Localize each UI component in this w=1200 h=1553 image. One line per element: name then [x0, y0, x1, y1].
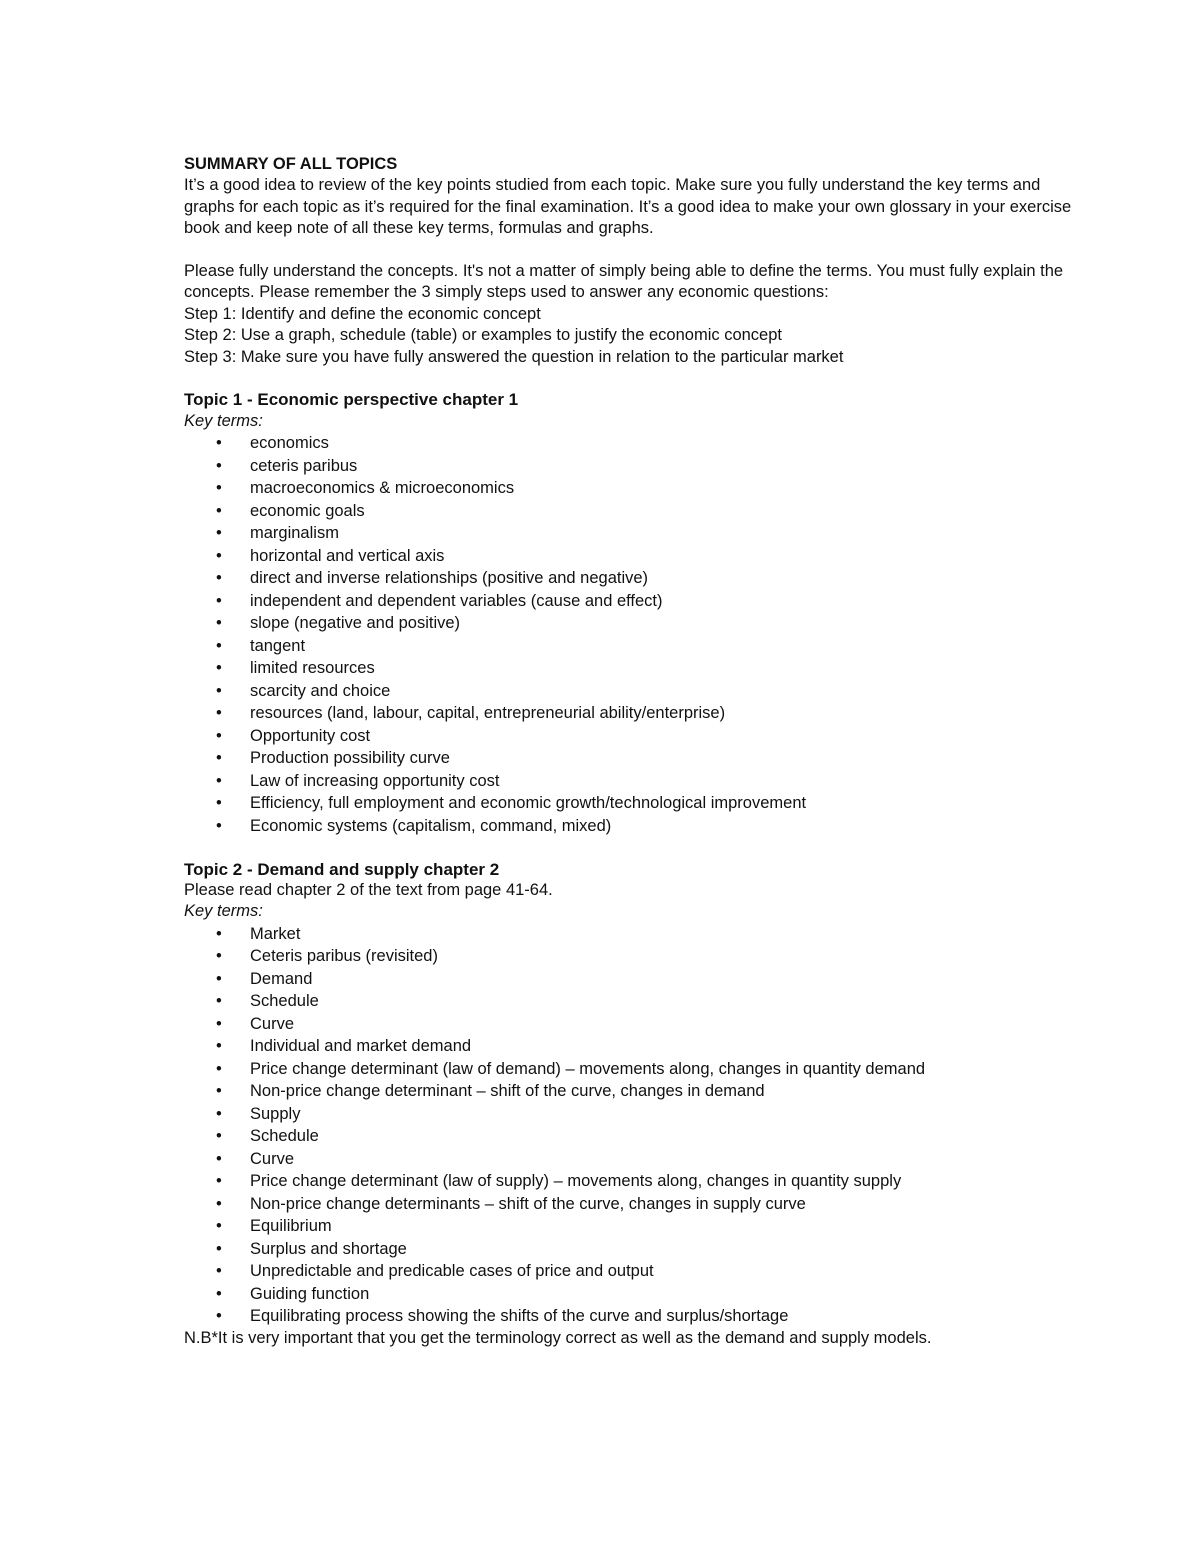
key-term-label: scarcity and choice [250, 681, 391, 700]
key-term-label: ceteris paribus [250, 456, 358, 475]
key-term-label: Market [250, 924, 301, 943]
key-term-item [184, 1058, 1084, 1081]
key-term-label: resources (land, labour, capital, entrepreneurial ability/enterprise) [250, 704, 726, 723]
key-term-item [184, 1193, 1084, 1216]
key-term-item [184, 590, 1084, 613]
topic-2-heading: Topic 2 - Demand and supply chapter 2 [184, 859, 500, 879]
key-term-label: tangent [250, 636, 306, 655]
key-term-item [184, 477, 1084, 500]
key-term-item [184, 770, 1084, 793]
key-term-label: Law of increasing opportunity cost [250, 771, 500, 790]
key-term-label: Equilibrium [250, 1217, 332, 1236]
key-term-label: macroeconomics & microeconomics [250, 479, 515, 498]
key-term-item [184, 923, 1084, 946]
bullet-icon: • [216, 1037, 222, 1056]
bullet-icon: • [216, 1217, 222, 1236]
bullet-icon: • [216, 1172, 222, 1191]
key-term-label: Efficiency, full employment and economic growth/technological improvement [250, 794, 807, 813]
bullet-icon: • [216, 1059, 222, 1078]
key-term-label: Price change determinant (law of supply) – movements along, changes in quantity supply [250, 1172, 902, 1191]
bullet-icon: • [216, 947, 222, 966]
key-term-label: Surplus and shortage [250, 1239, 407, 1258]
topic-1-key-terms-list [184, 432, 1084, 837]
key-term-item [184, 1283, 1084, 1306]
key-term-label: Schedule [250, 1127, 319, 1146]
concepts-paragraph: Please fully understand the concepts. It's not a matter of simply being able to define the terms. You must fully explain the concepts. Please remember the 3 simply steps used to answer any economic questions: [184, 262, 1064, 302]
bullet-icon: • [216, 992, 222, 1011]
bullet-icon: • [216, 591, 222, 610]
bullet-icon: • [216, 1082, 222, 1101]
document-page [184, 154, 1084, 1349]
key-term-label: Non-price change determinants – shift of the curve, changes in supply curve [250, 1194, 806, 1213]
key-term-item [184, 1148, 1084, 1171]
key-term-item [184, 612, 1084, 635]
bullet-icon: • [216, 479, 222, 498]
bullet-icon: • [216, 726, 222, 745]
bullet-icon: • [216, 816, 222, 835]
key-term-label: Curve [250, 1149, 295, 1168]
bullet-icon: • [216, 771, 222, 790]
key-term-item [184, 1125, 1084, 1148]
bullet-icon: • [216, 614, 222, 633]
key-term-item [184, 945, 1084, 968]
key-term-label: independent and dependent variables (cause and effect) [250, 591, 663, 610]
key-term-label: horizontal and vertical axis [250, 546, 445, 565]
intro-paragraph: It’s a good idea to review of the key points studied from each topic. Make sure you fully understand the key terms and graphs for each topic as it’s required for the final examination. It’s a good idea to make your own glossary in your exercise book and keep note of all these key terms, formulas and graphs. [184, 176, 1072, 238]
bullet-icon: • [216, 456, 222, 475]
key-term-label: economics [250, 434, 329, 453]
key-term-label: Schedule [250, 992, 319, 1011]
key-term-item [184, 1170, 1084, 1193]
key-term-label: Demand [250, 969, 313, 988]
key-term-item [184, 815, 1084, 838]
topic-2-reading: Please read chapter 2 of the text from page 41-64. [184, 881, 553, 900]
key-term-label: marginalism [250, 524, 339, 543]
key-term-label: Production possibility curve [250, 749, 450, 768]
key-term-item [184, 990, 1084, 1013]
key-term-label: Opportunity cost [250, 726, 371, 745]
topic-1-key-terms-label: Key terms: [184, 411, 263, 430]
key-term-item [184, 1013, 1084, 1036]
bullet-icon: • [216, 1127, 222, 1146]
bullet-icon: • [216, 501, 222, 520]
key-term-label: Price change determinant (law of demand) – movements along, changes in quantity demand [250, 1059, 926, 1078]
key-term-item [184, 657, 1084, 680]
key-term-label: Guiding function [250, 1284, 370, 1303]
bullet-icon: • [216, 434, 222, 453]
bullet-icon: • [216, 569, 222, 588]
key-term-item [184, 1238, 1084, 1261]
bullet-icon: • [216, 636, 222, 655]
bullet-icon: • [216, 1149, 222, 1168]
bullet-icon: • [216, 1284, 222, 1303]
key-term-item [184, 1305, 1084, 1328]
key-term-item [184, 1260, 1084, 1283]
bullet-icon: • [216, 1104, 222, 1123]
key-term-item [184, 1035, 1084, 1058]
key-term-label: slope (negative and positive) [250, 614, 461, 633]
key-term-item [184, 702, 1084, 725]
bullet-icon: • [216, 681, 222, 700]
key-term-item [184, 725, 1084, 748]
key-term-item [184, 1080, 1084, 1103]
bullet-icon: • [216, 794, 222, 813]
key-term-item [184, 1103, 1084, 1126]
bullet-icon: • [216, 524, 222, 543]
key-term-label: Supply [250, 1104, 301, 1123]
key-term-label: economic goals [250, 501, 365, 520]
key-term-label: direct and inverse relationships (positive and negative) [250, 569, 649, 588]
key-term-item [184, 455, 1084, 478]
key-term-label: Equilibrating process showing the shifts of the curve and surplus/shortage [250, 1307, 789, 1326]
key-term-label: Curve [250, 1014, 295, 1033]
bullet-icon: • [216, 969, 222, 988]
bullet-icon: • [216, 1239, 222, 1258]
bullet-icon: • [216, 924, 222, 943]
bullet-icon: • [216, 749, 222, 768]
step-3: Step 3: Make sure you have fully answered the question in relation to the particular market [184, 347, 844, 366]
bullet-icon: • [216, 1307, 222, 1326]
key-term-label: Individual and market demand [250, 1037, 472, 1056]
key-term-label: Economic systems (capitalism, command, mixed) [250, 816, 612, 835]
bullet-icon: • [216, 1014, 222, 1033]
key-term-label: limited resources [250, 659, 375, 678]
bullet-icon: • [216, 1194, 222, 1213]
bullet-icon: • [216, 1262, 222, 1281]
key-term-label: Unpredictable and predicable cases of price and output [250, 1262, 654, 1281]
key-term-item [184, 747, 1084, 770]
bullet-icon: • [216, 704, 222, 723]
topic-2-note: N.B*It is very important that you get the terminology correct as well as the demand and supply models. [184, 1328, 932, 1347]
key-term-item [184, 545, 1084, 568]
step-1: Step 1: Identify and define the economic concept [184, 304, 541, 323]
key-term-item [184, 500, 1084, 523]
key-term-item [184, 1215, 1084, 1238]
key-term-item [184, 567, 1084, 590]
key-term-label: Non-price change determinant – shift of the curve, changes in demand [250, 1082, 765, 1101]
key-term-item [184, 968, 1084, 991]
topic-2-key-terms-list [184, 923, 1084, 1328]
key-term-label: Ceteris paribus (revisited) [250, 947, 438, 966]
step-2: Step 2: Use a graph, schedule (table) or examples to justify the economic concept [184, 326, 782, 345]
key-term-item [184, 635, 1084, 658]
key-term-item [184, 792, 1084, 815]
bullet-icon: • [216, 659, 222, 678]
document-title: SUMMARY OF ALL TOPICS [184, 155, 398, 173]
key-term-item [184, 680, 1084, 703]
topic-1-heading: Topic 1 - Economic perspective chapter 1 [184, 390, 519, 410]
key-term-item [184, 522, 1084, 545]
bullet-icon: • [216, 546, 222, 565]
key-term-item [184, 432, 1084, 455]
topic-2-key-terms-label: Key terms: [184, 902, 263, 921]
